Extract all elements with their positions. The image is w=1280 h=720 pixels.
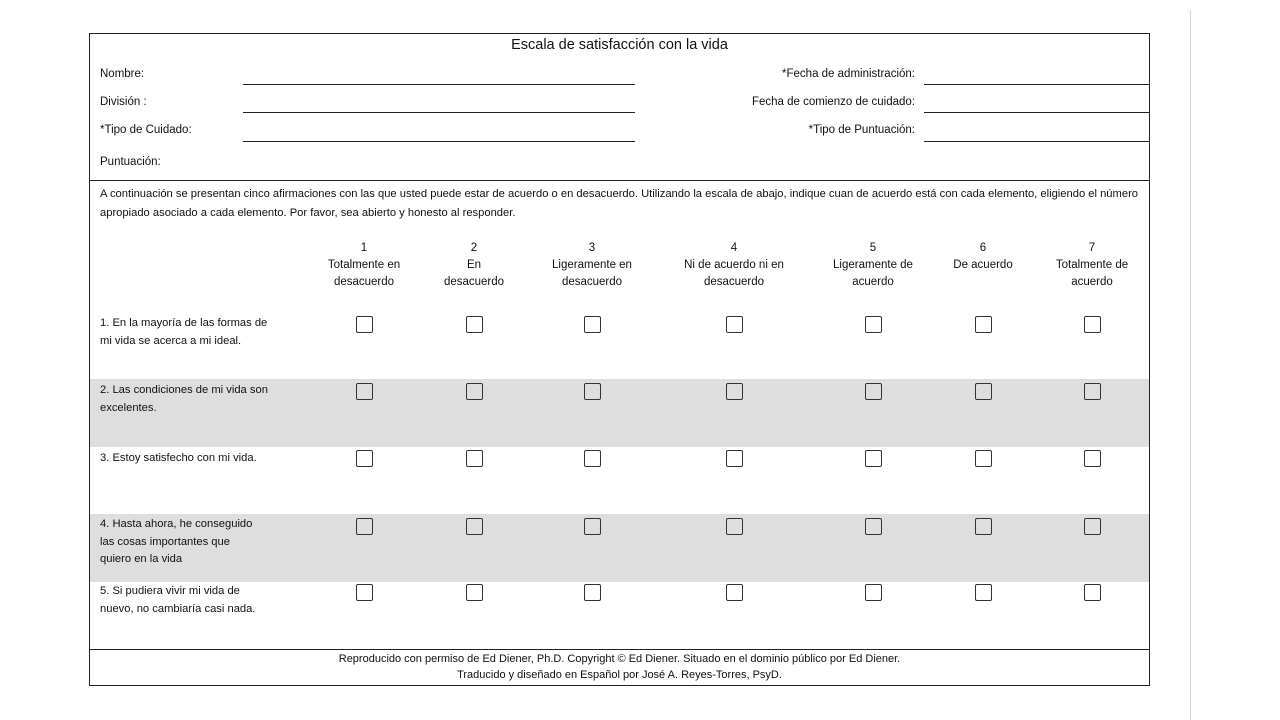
item-5-option-5-checkbox[interactable] (865, 584, 882, 601)
scale-label-line1: Totalmente de (1055, 259, 1129, 271)
item-text-line: 3. Estoy satisfecho con mi vida. (100, 452, 257, 464)
item-3-option-7-checkbox[interactable] (1084, 450, 1101, 467)
scale-label-line2: desacuerdo (443, 276, 505, 288)
tipo-cuidado-field[interactable] (243, 141, 635, 142)
item-5-option-7-checkbox[interactable] (1084, 584, 1101, 601)
division-field[interactable] (243, 112, 635, 113)
item-4-text (100, 516, 310, 569)
item-1-option-6-checkbox[interactable] (975, 316, 992, 333)
form-title: Escala de satisfacción con la vida (511, 37, 728, 53)
item-4-option-1-checkbox[interactable] (356, 518, 373, 535)
scale-header-6 (923, 240, 1043, 274)
item-2-option-1-checkbox[interactable] (356, 383, 373, 400)
item-text-line: nuevo, no cambiaría casi nada. (100, 602, 256, 615)
fecha-comienzo-field[interactable] (924, 112, 1150, 113)
item-2-option-3-checkbox[interactable] (584, 383, 601, 400)
instructions-text: A continuación se presentan cinco afirmaciones con las que usted puede estar de acuerdo o en desacuerdo. Utilizando la escala de abajo, indique cuan de acuerdo está con cada elemento, eligiendo el número apropiado asociado a cada elemento. Por favor, sea abierto y honesto al responder. (100, 188, 1139, 219)
puntuacion-label: Puntuación: (100, 156, 161, 168)
item-text-line: mi vida se acerca a mi ideal. (100, 334, 242, 347)
item-3-option-4-checkbox[interactable] (726, 450, 743, 467)
scale-label-line2: desacuerdo (703, 276, 765, 288)
item-2-option-5-checkbox[interactable] (865, 383, 882, 400)
scale-label-line2: desacuerdo (561, 276, 623, 288)
fecha-comienzo-label: Fecha de comienzo de cuidado: (751, 96, 915, 108)
footer-divider (90, 649, 1149, 650)
item-text-line: quiero en la vida (100, 553, 183, 565)
item-text-line: excelentes. (100, 401, 157, 414)
item-5-option-6-checkbox[interactable] (975, 584, 992, 601)
item-1-option-5-checkbox[interactable] (865, 316, 882, 333)
item-3-text (100, 450, 310, 468)
scale-header-4 (664, 240, 804, 291)
item-1-option-1-checkbox[interactable] (356, 316, 373, 333)
item-4-option-6-checkbox[interactable] (975, 518, 992, 535)
item-5-option-3-checkbox[interactable] (584, 584, 601, 601)
fecha-administracion-label: *Fecha de administración: (782, 68, 915, 80)
scale-label-line1: De acuerdo (953, 259, 1013, 271)
header-divider (90, 180, 1149, 181)
item-4-option-4-checkbox[interactable] (726, 518, 743, 535)
item-1-option-2-checkbox[interactable] (466, 316, 483, 333)
scale-header-3 (532, 240, 652, 291)
scale-number: 6 (979, 242, 987, 254)
scale-label-line2: acuerdo (852, 276, 894, 288)
scale-label-line1: Ni de acuerdo ni en (684, 259, 784, 271)
scale-header-2 (414, 240, 534, 291)
scale-label-line2: desacuerdo (333, 276, 395, 288)
scale-label-line1: Totalmente en (327, 259, 401, 271)
division-label: División : (100, 96, 147, 108)
item-5-option-4-checkbox[interactable] (726, 584, 743, 601)
scale-label-line2: acuerdo (1071, 276, 1113, 288)
item-1-text (100, 315, 310, 350)
item-4-option-3-checkbox[interactable] (584, 518, 601, 535)
item-4-option-7-checkbox[interactable] (1084, 518, 1101, 535)
item-3-option-3-checkbox[interactable] (584, 450, 601, 467)
scale-number: 7 (1088, 242, 1096, 254)
item-1-option-4-checkbox[interactable] (726, 316, 743, 333)
item-2-option-6-checkbox[interactable] (975, 383, 992, 400)
page-edge-divider (1190, 10, 1191, 720)
scale-number: 1 (360, 242, 368, 254)
tipo-puntuacion-label: *Tipo de Puntuación: (808, 124, 915, 136)
item-text-line: 2. Las condiciones de mi vida son (100, 384, 268, 396)
scale-number: 2 (470, 242, 478, 254)
footer-translation-text: Traducido y diseñado en Español por José A. Reyes-Torres, PsyD. (457, 669, 782, 681)
item-1-option-3-checkbox[interactable] (584, 316, 601, 333)
scale-label-line1: Ligeramente en (552, 259, 632, 271)
item-2-option-2-checkbox[interactable] (466, 383, 483, 400)
item-4-option-2-checkbox[interactable] (466, 518, 483, 535)
item-3-option-5-checkbox[interactable] (865, 450, 882, 467)
footer-permission-text: Reproducido con permiso de Ed Diener, Ph.D. Copyright © Ed Diener. Situado en el dominio público por Ed Diener. (338, 653, 901, 665)
item-3-option-1-checkbox[interactable] (356, 450, 373, 467)
item-3-option-2-checkbox[interactable] (466, 450, 483, 467)
item-text-line: 4. Hasta ahora, he conseguido (100, 518, 253, 530)
scale-label-line1: En (466, 259, 482, 271)
scale-label-line1: Ligeramente de (833, 259, 913, 271)
nombre-field[interactable] (243, 84, 635, 85)
scale-header-7 (1032, 240, 1152, 291)
scale-header-1 (304, 240, 424, 291)
item-5-text (100, 583, 310, 618)
item-2-option-7-checkbox[interactable] (1084, 383, 1101, 400)
fecha-administracion-field[interactable] (924, 84, 1150, 85)
item-2-text (100, 382, 310, 417)
scale-header-5 (813, 240, 933, 291)
item-2-option-4-checkbox[interactable] (726, 383, 743, 400)
scale-number: 3 (588, 242, 596, 254)
item-5-option-1-checkbox[interactable] (356, 584, 373, 601)
nombre-label: Nombre: (100, 68, 145, 80)
item-text-line: las cosas importantes que (100, 535, 230, 548)
item-5-option-2-checkbox[interactable] (466, 584, 483, 601)
item-text-line: 5. Si pudiera vivir mi vida de (100, 585, 240, 597)
item-4-option-5-checkbox[interactable] (865, 518, 882, 535)
item-1-option-7-checkbox[interactable] (1084, 316, 1101, 333)
item-3-option-6-checkbox[interactable] (975, 450, 992, 467)
tipo-cuidado-label: *Tipo de Cuidado: (100, 124, 192, 136)
scale-number: 4 (730, 242, 738, 254)
scale-number: 5 (869, 242, 877, 254)
item-text-line: 1. En la mayoría de las formas de (100, 317, 268, 329)
tipo-puntuacion-field[interactable] (924, 141, 1150, 142)
life-satisfaction-form (89, 33, 1150, 686)
